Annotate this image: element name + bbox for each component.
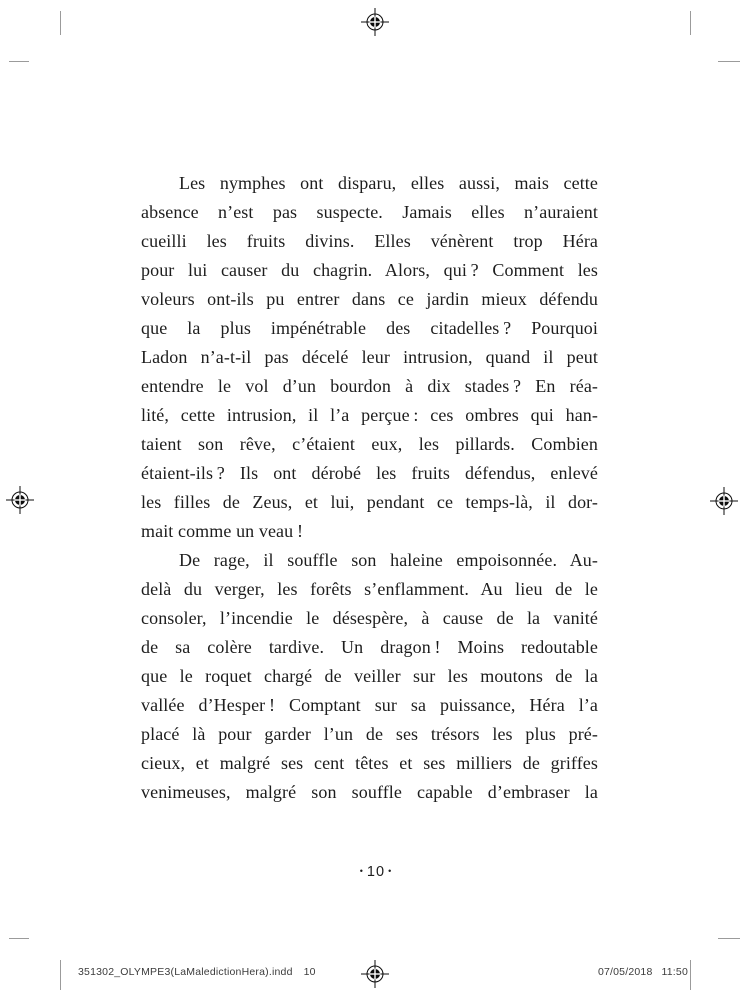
text-line: les filles de Zeus, et lui, pendant ce temps-là, il dor- bbox=[141, 492, 598, 512]
crop-mark bbox=[9, 61, 29, 62]
text-line: mait comme un veau ! bbox=[141, 521, 304, 541]
text-line: cueilli les fruits divins. Elles vénèrent trop Héra bbox=[141, 231, 598, 251]
body-text bbox=[141, 169, 598, 807]
crop-mark bbox=[718, 61, 740, 62]
footer-time: 11:50 bbox=[661, 966, 688, 978]
page-number bbox=[0, 864, 752, 880]
text-line: entendre le vol d’un bourdon à dix stades ? En réa- bbox=[141, 376, 598, 396]
page-number-dot: • bbox=[359, 865, 364, 876]
crop-mark bbox=[690, 960, 691, 990]
text-line: absence n’est pas suspecte. Jamais elles n’auraient bbox=[141, 202, 598, 222]
text-line: que la plus impénétrable des citadelles ? Pourquoi bbox=[141, 318, 598, 338]
text-line: voleurs ont-ils pu entrer dans ce jardin mieux défendu bbox=[141, 289, 598, 309]
text-line: de sa colère tardive. Un dragon ! Moins redoutable bbox=[141, 637, 598, 657]
registration-mark-icon bbox=[710, 487, 738, 515]
footer-datetime bbox=[598, 966, 688, 978]
text-line: consoler, l’incendie le désespère, à cause de la vanité bbox=[141, 608, 598, 628]
text-line: pour lui causer du chagrin. Alors, qui ? Comment les bbox=[141, 260, 598, 280]
crop-mark bbox=[60, 960, 61, 990]
text-line: étaient-ils ? Ils ont dérobé les fruits défendus, enlevé bbox=[141, 463, 598, 483]
crop-mark bbox=[690, 11, 691, 35]
text-line: lité, cette intrusion, il l’a perçue : ces ombres qui han- bbox=[141, 405, 598, 425]
text-line: venimeuses, malgré son souffle capable d’embraser la bbox=[141, 782, 598, 802]
registration-mark-icon bbox=[361, 960, 389, 988]
footer-slug bbox=[78, 966, 316, 978]
footer-filename: 351302_OLYMPE3(LaMaledictionHera).indd bbox=[78, 966, 293, 978]
text-line: placé là pour garder l’un de ses trésors les plus pré- bbox=[141, 724, 598, 744]
text-line: De rage, il souffle son haleine empoisonnée. Au- bbox=[179, 550, 598, 570]
crop-mark bbox=[9, 938, 29, 939]
page-number-value: 10 bbox=[366, 864, 386, 880]
text-line: Les nymphes ont disparu, elles aussi, mais cette bbox=[179, 173, 598, 193]
footer-page: 10 bbox=[303, 966, 316, 978]
text-line: taient son rêve, c’étaient eux, les pillards. Combien bbox=[141, 434, 598, 454]
crop-mark bbox=[60, 11, 61, 35]
registration-mark-icon bbox=[361, 8, 389, 36]
crop-mark bbox=[718, 938, 740, 939]
text-line: vallée d’Hesper ! Comptant sur sa puissance, Héra l’a bbox=[141, 695, 598, 715]
footer-date: 07/05/2018 bbox=[597, 966, 653, 978]
text-line: Ladon n’a-t-il pas décelé leur intrusion, quand il peut bbox=[141, 347, 598, 367]
text-line: delà du verger, les forêts s’enflamment. Au lieu de le bbox=[141, 579, 598, 599]
text-line: cieux, et malgré ses cent têtes et ses milliers de griffes bbox=[141, 753, 598, 773]
text-line: que le roquet chargé de veiller sur les moutons de la bbox=[141, 666, 598, 686]
registration-mark-icon bbox=[6, 486, 34, 514]
page-number-dot: • bbox=[388, 865, 393, 876]
